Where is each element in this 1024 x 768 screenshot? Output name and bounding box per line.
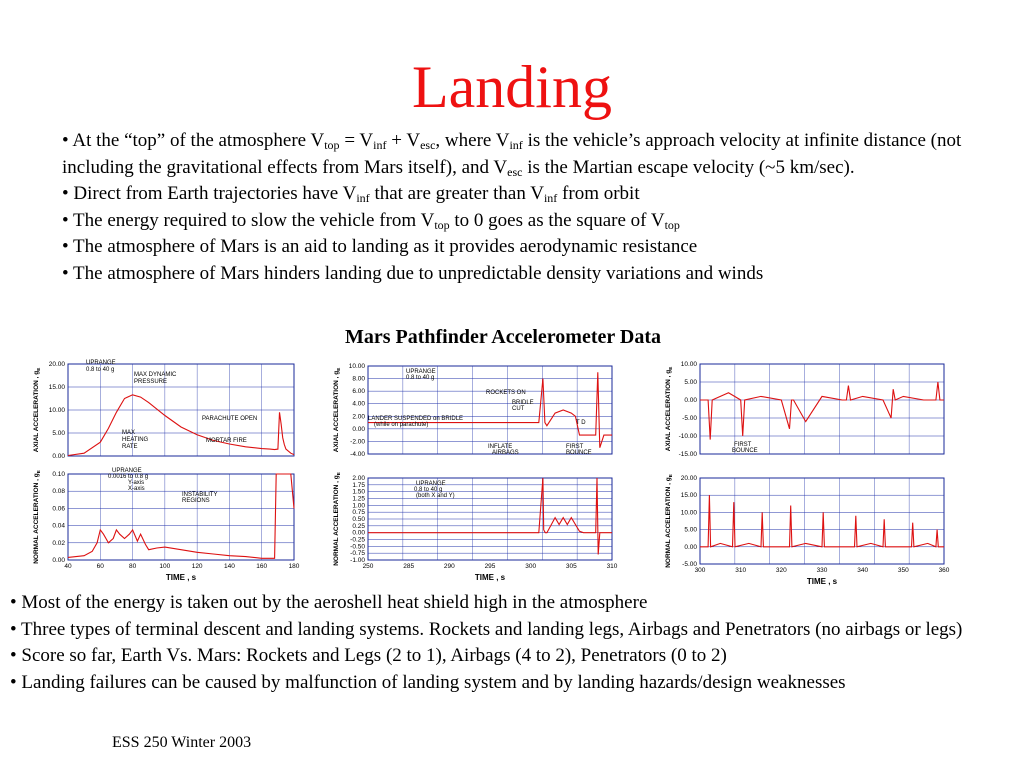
y-tick-label: -0.50 <box>350 543 365 551</box>
x-tick-label: 320 <box>775 567 787 574</box>
y-tick-label: -0.25 <box>350 536 365 544</box>
x-tick-label: 360 <box>938 567 950 574</box>
y-tick-label: -10.00 <box>678 433 697 440</box>
slide-footer: ESS 250 Winter 2003 <box>112 734 252 751</box>
bullet-text: • The atmosphere of Mars is an aid to landing as it provides aerodynamic resistance <box>62 236 698 257</box>
bullet-text: is the Martian escape velocity (~5 km/sec). <box>522 156 855 178</box>
y-tick-label: 1.75 <box>352 481 365 489</box>
top-bullet <box>62 208 982 235</box>
bullet-text: = V <box>339 130 374 151</box>
x-tick-label: 340 <box>857 567 869 574</box>
y-tick-label: 10.00 <box>348 363 365 370</box>
y-tick-label: 0.25 <box>352 522 365 530</box>
y-tick-label: 0.50 <box>352 516 365 523</box>
y-tick-label: -1.00 <box>350 557 365 564</box>
y-tick-label: 10.00 <box>680 509 697 517</box>
bottom-bullet: • Score so far, Earth Vs. Mars: Rockets and Legs (2 to 1), Airbags (4 to 2), Penetrators (0 to 2) <box>10 645 727 666</box>
chart-axial-bounce <box>660 360 950 470</box>
chart-annotation: FIRST <box>566 444 584 450</box>
chart-annotation: UPRANGE <box>86 360 116 366</box>
bottom-bullet: • Landing failures can be caused by malfunction of landing system and by landing hazards/design weaknesses <box>10 671 846 693</box>
y-tick-label: 0.00 <box>352 529 365 537</box>
x-tick-label: 305 <box>565 563 577 570</box>
bottom-bullet: • Three types of terminal descent and landing systems. Rockets and landing legs, Airbags and Penetrators (no airbags or legs) <box>10 618 963 640</box>
chart-annotation: PARACHUTE OPEN <box>202 416 258 422</box>
bullet-text: , where V <box>435 130 510 151</box>
x-axis-label: TIME , s <box>474 573 506 582</box>
y-axis-label-subscript: E <box>668 366 673 370</box>
top-bullet <box>62 181 982 208</box>
y-tick-label: 0.00 <box>352 425 365 433</box>
x-tick-label: 80 <box>128 563 137 570</box>
chart-annotation: BOUNCE <box>732 448 758 454</box>
chart-annotation: UPRANGE <box>112 468 142 474</box>
y-tick-label: 15.00 <box>48 384 65 391</box>
chart-annotation: INFLATE <box>488 444 513 450</box>
chart-annotation: BRIDLE <box>512 400 534 406</box>
bullet-text: • The atmosphere of Mars hinders landing due to unpredictable density variations and winds <box>62 262 764 284</box>
chart-annotation: Y-axis <box>128 480 145 486</box>
y-tick-label: 0.06 <box>52 505 65 513</box>
chart-annotation: MAX <box>122 430 136 436</box>
x-tick-label: 160 <box>256 563 268 570</box>
plot-area <box>700 364 944 454</box>
y-tick-label: 5.00 <box>52 430 65 437</box>
bottom-bullet-list <box>10 590 1022 696</box>
x-tick-label: 350 <box>897 567 909 574</box>
chart-axial-landing <box>328 362 618 470</box>
y-tick-label: 6.00 <box>352 388 365 396</box>
y-tick-label: 20.00 <box>680 475 697 482</box>
chart-annotation: 0.8 to 40 g <box>406 375 435 381</box>
y-axis-label-subscript: E <box>336 472 341 476</box>
plot-area <box>68 474 294 560</box>
y-tick-label: 0.00 <box>684 397 697 404</box>
chart-annotation: T D <box>576 420 586 426</box>
plot-area <box>368 366 612 454</box>
x-tick-label: 120 <box>191 563 203 570</box>
y-axis-label: AXIAL ACCELERATION , $g_E$ <box>33 367 41 453</box>
bullet-text: • Direct from Earth trajectories have V <box>62 183 357 204</box>
x-tick-label: 300 <box>694 567 706 574</box>
y-tick-label: 10.00 <box>48 407 65 414</box>
slide-title: Landing <box>412 54 612 120</box>
chart-annotation: (both X and Y) <box>416 493 455 499</box>
y-tick-label: 2.00 <box>352 413 365 421</box>
chart-annotation: 0.8 to 40 g <box>86 367 115 373</box>
bullet-text: to 0 goes as the square of V <box>449 209 665 231</box>
y-axis-label: NORMAL ACCELERATION , $g_E$ <box>665 474 673 568</box>
chart-annotation: 0.8 to 40 g <box>414 487 443 493</box>
subscript: esc <box>507 164 523 179</box>
chart-normal-entry <box>28 470 300 582</box>
chart-annotation: (while on parachute) <box>374 422 429 428</box>
x-axis-label: TIME , s <box>806 577 838 586</box>
x-tick-label: 140 <box>223 563 235 570</box>
y-axis-label: AXIAL ACCELERATION , $g_E$ <box>665 366 673 452</box>
x-tick-label: 300 <box>525 563 537 570</box>
subscript: inf <box>356 191 370 205</box>
top-bullet <box>62 261 982 288</box>
x-tick-label: 60 <box>96 563 104 570</box>
chart-annotation: MORTAR FIRE <box>206 438 247 444</box>
x-tick-label: 100 <box>159 563 171 570</box>
top-bullet-list <box>62 128 982 287</box>
y-tick-label: 0.00 <box>52 557 65 564</box>
chart-annotation: INSTABILITY <box>182 492 218 498</box>
x-tick-label: 40 <box>64 563 72 570</box>
y-axis-label: NORMAL ACCELERATION , $g_E$ <box>33 470 41 564</box>
subscript: inf <box>543 191 558 205</box>
y-tick-label: 0.00 <box>684 543 697 551</box>
chart-annotation: UPRANGE <box>416 481 446 487</box>
subscript: top <box>434 217 450 232</box>
y-tick-label: 15.00 <box>680 492 697 500</box>
x-tick-label: 285 <box>403 563 415 570</box>
x-axis-label: TIME , s <box>165 573 197 582</box>
y-tick-label: -2.00 <box>350 438 365 446</box>
y-tick-label: -15.00 <box>678 451 697 458</box>
y-axis-label-subscript: E <box>36 367 41 371</box>
chart-annotation: HEATING <box>122 437 149 443</box>
y-tick-label: 20.00 <box>48 361 65 368</box>
bottom-bullet: • Most of the energy is taken out by the aeroshell heat shield high in the atmosphere <box>10 592 648 613</box>
y-tick-label: 8.00 <box>352 375 365 383</box>
y-axis-label-subscript: E <box>668 474 673 478</box>
chart-annotation: BOUNCE <box>566 450 592 456</box>
chart-annotation: MAX DYNAMIC <box>134 372 177 378</box>
chart-annotation: RATE <box>122 444 138 450</box>
x-tick-label: 295 <box>484 563 496 570</box>
y-tick-label: 10.00 <box>680 361 697 368</box>
y-tick-label: 0.75 <box>352 509 365 517</box>
chart-annotation: X-axis <box>128 486 145 492</box>
plot-area <box>700 478 944 564</box>
y-tick-label: -5.00 <box>682 561 697 568</box>
bullet-text: + V <box>386 130 421 151</box>
y-tick-label: 5.00 <box>684 526 697 534</box>
top-bullet <box>62 128 982 181</box>
x-tick-label: 250 <box>362 563 374 570</box>
chart-annotation: LANDER SUSPENDED on BRIDLE <box>368 416 464 422</box>
x-tick-label: 310 <box>735 567 747 574</box>
y-tick-label: 0.02 <box>52 539 65 547</box>
y-tick-label: 5.00 <box>684 379 697 386</box>
bullet-text: that are greater than V <box>369 183 544 204</box>
y-tick-label: -0.75 <box>350 550 365 558</box>
chart-normal-bounce <box>660 474 950 586</box>
bullet-text: • The energy required to slow the vehicle from V <box>62 209 435 231</box>
subscript: inf <box>373 138 387 152</box>
y-tick-label: 0.00 <box>52 453 65 460</box>
y-tick-label: 0.08 <box>52 488 65 496</box>
y-axis-label: NORMAL ACCELERATION , $g_E$ <box>333 472 341 566</box>
y-tick-label: 0.04 <box>52 522 65 530</box>
chart-normal-landing <box>328 474 618 582</box>
bullet-text: is the vehicle’s approach velocity at infinite distance (not including the gravitational effects from Mars itself), and V <box>62 130 962 178</box>
chart-annotation: ROCKETS ON <box>486 390 526 396</box>
chart-annotation: REGIONS <box>182 498 210 504</box>
x-tick-label: 330 <box>816 567 828 574</box>
subscript: top <box>664 217 680 232</box>
subscript: esc <box>420 138 436 152</box>
y-axis-label-subscript: E <box>336 367 341 371</box>
chart-annotation: UPRANGE <box>406 369 436 375</box>
chart-annotation: CUT <box>512 406 525 412</box>
y-tick-label: 4.00 <box>352 400 365 408</box>
x-tick-label: 290 <box>443 563 455 570</box>
chart-annotation: AIRBAGS <box>492 450 519 456</box>
x-tick-label: 180 <box>288 563 300 570</box>
y-tick-label: -5.00 <box>682 415 697 422</box>
chart-annotation: PRESSURE <box>134 379 168 385</box>
y-tick-label: 0.10 <box>52 471 65 478</box>
y-tick-label: 2.00 <box>352 475 365 482</box>
subscript: inf <box>509 138 523 152</box>
subscript: top <box>324 138 340 152</box>
y-tick-label: 1.50 <box>352 488 365 496</box>
chart-annotation: 0.0016 to 0.8 g <box>108 474 149 480</box>
y-tick-label: 1.00 <box>352 502 365 510</box>
chart-annotation: FIRST <box>734 442 752 448</box>
chart-axial-entry <box>28 360 300 472</box>
y-axis-label-subscript: E <box>36 470 41 474</box>
figure-caption: Mars Pathfinder Accelerometer Data <box>344 326 661 348</box>
bullet-text: • At the “top” of the atmosphere V <box>62 130 325 151</box>
y-axis-label: AXIAL ACCELERATION , $g_E$ <box>333 367 341 453</box>
y-tick-label: 1.25 <box>352 495 365 503</box>
y-tick-label: -4.00 <box>350 451 365 458</box>
x-tick-label: 310 <box>606 563 618 570</box>
bullet-text: from orbit <box>557 183 640 204</box>
top-bullet <box>62 234 982 261</box>
